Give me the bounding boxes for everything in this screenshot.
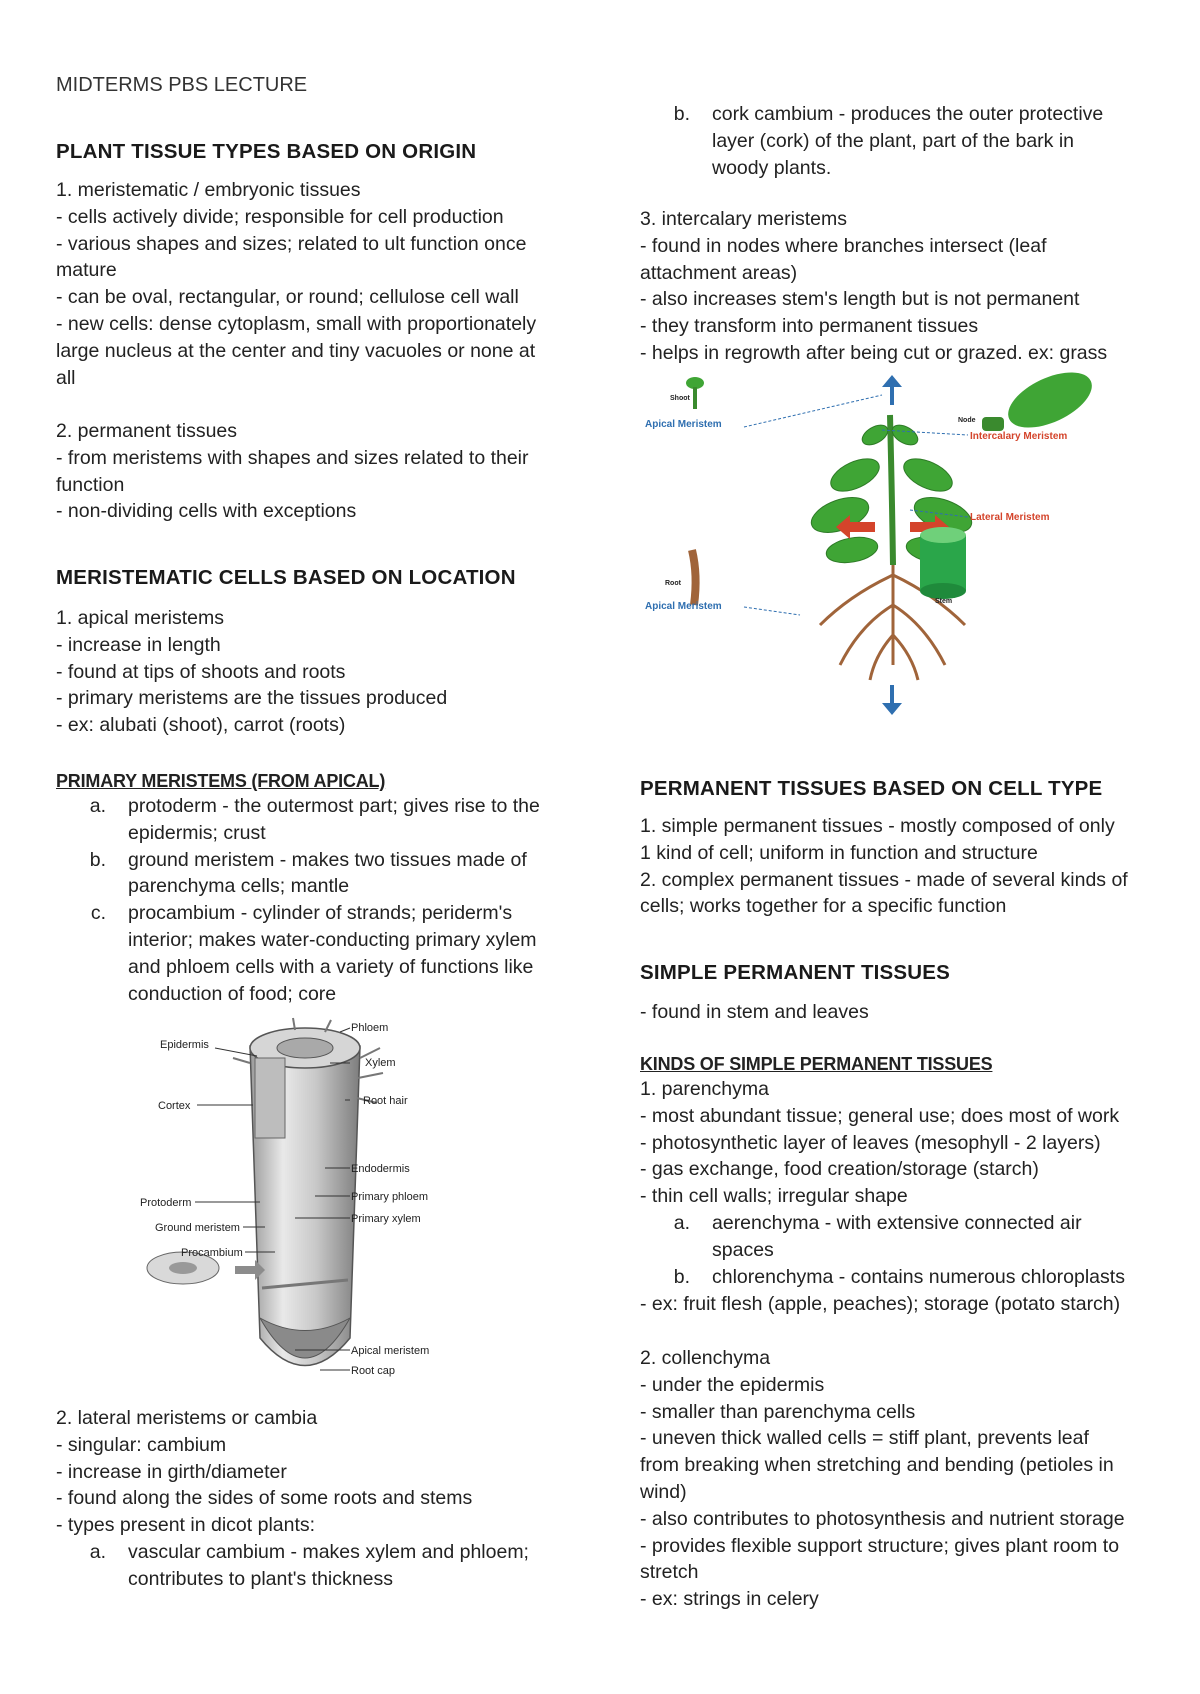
heading-cell-type: PERMANENT TISSUES BASED ON CELL TYPE — [640, 777, 1103, 800]
label-root: Root — [665, 580, 681, 587]
text-line: 2. permanent tissues — [56, 420, 238, 442]
list-item-text: woody plants. — [712, 156, 832, 179]
list-item-text: vascular cambium - makes xylem and phloem; — [128, 1541, 529, 1563]
text-line: 1 kind of cell; uniform in function and structure — [640, 841, 1038, 864]
list-item — [640, 101, 1160, 181]
list-item — [56, 847, 576, 901]
text-line: 2. complex permanent tissues - made of several kinds of — [640, 868, 1128, 891]
list-marker: c. — [90, 902, 106, 925]
text-line: wind) — [640, 1480, 687, 1503]
list-item-text: cork cambium - produces the outer protective — [712, 103, 1104, 125]
label-apical-meristem-bottom: Apical Meristem — [645, 601, 722, 612]
text-line: - can be oval, rectangular, or round; cellulose cell wall — [56, 286, 519, 309]
text-line: - singular: cambium — [56, 1433, 227, 1456]
plant-stem — [890, 415, 893, 565]
text-line: - primary meristems are the tissues produced — [56, 687, 448, 710]
text-line: 1. simple permanent tissues - mostly composed of only — [640, 815, 1115, 837]
text-line: 1. apical meristems — [56, 607, 224, 629]
list-item-text: spaces — [712, 1238, 774, 1261]
text-line: - also contributes to photosynthesis and nutrient storage — [640, 1507, 1125, 1530]
text-line: mature — [56, 259, 117, 282]
text-line: stretch — [640, 1561, 699, 1584]
document-title: MIDTERMS PBS LECTURE — [56, 74, 308, 96]
simple-permanent-block — [640, 999, 1160, 1026]
label-protoderm: Protoderm — [140, 1197, 192, 1209]
text-line: 1. parenchyma — [640, 1078, 769, 1100]
text-line: - also increases stem's length but is not permanent — [640, 288, 1080, 311]
origin-permanent-block — [56, 418, 576, 525]
text-line: - found along the sides of some roots and stems — [56, 1487, 473, 1510]
list-item-text: conduction of food; core — [128, 982, 337, 1005]
cork-cambium-item — [640, 101, 1160, 181]
list-item-text: layer (cork) of the plant, part of the bark in — [712, 129, 1075, 152]
list-item-text: and phloem cells with a variety of functions like — [128, 955, 534, 978]
text-line: - increase in length — [56, 633, 221, 656]
text-line: - helps in regrowth after being cut or grazed. ex: grass — [640, 341, 1108, 364]
down-arrow-icon — [882, 685, 902, 715]
list-item — [640, 1264, 1160, 1291]
label-root-cap: Root cap — [351, 1365, 396, 1377]
up-arrow-icon — [882, 375, 902, 405]
text-line: - new cells: dense cytoplasm, small with proportionately — [56, 312, 537, 335]
text-line: - types present in dicot plants: — [56, 1514, 316, 1537]
parenchyma-block — [640, 1076, 1160, 1210]
label-primary-phloem: Primary phloem — [351, 1191, 429, 1203]
label-xylem: Xylem — [365, 1057, 396, 1069]
text-line: - found at tips of shoots and roots — [56, 660, 346, 683]
text-line: - ex: alubati (shoot), carrot (roots) — [56, 714, 346, 737]
text-line: function — [56, 473, 125, 496]
list-item-text: protoderm - the outermost part; gives rise to the — [128, 795, 540, 817]
label-apical-meristem-top: Apical Meristem — [645, 419, 722, 430]
label-endodermis: Endodermis — [351, 1163, 410, 1175]
list-item-text: epidermis; crust — [128, 821, 266, 844]
text-line: - provides flexible support structure; gives plant room to — [640, 1534, 1120, 1557]
text-line: - thin cell walls; irregular shape — [640, 1185, 908, 1208]
text-line: 2. collenchyma — [640, 1347, 771, 1369]
intercalary-meristems-block — [640, 206, 1160, 367]
text-line: - found in stem and leaves — [640, 1001, 869, 1023]
list-marker: a. — [89, 1541, 106, 1563]
collenchyma-block — [640, 1345, 1160, 1613]
heading-primary-meristems: PRIMARY MERISTEMS (FROM APICAL) — [56, 771, 386, 791]
list-item — [56, 1539, 576, 1593]
shoot-icon — [686, 377, 704, 409]
text-line: - under the epidermis — [640, 1373, 825, 1396]
heading-origin: PLANT TISSUE TYPES BASED ON ORIGIN — [56, 140, 477, 163]
text-line: - found in nodes where branches intersect (leaf — [640, 234, 1047, 257]
text-line: large nucleus at the center and tiny vacuoles or none at — [56, 339, 536, 362]
text-line: - various shapes and sizes; related to ult function once — [56, 232, 527, 255]
heading-simple-permanent: SIMPLE PERMANENT TISSUES — [640, 961, 951, 984]
origin-meristematic-block — [56, 177, 576, 391]
text-line: - they transform into permanent tissues — [640, 315, 979, 338]
text-line: attachment areas) — [640, 261, 798, 284]
list-marker: b. — [89, 848, 106, 871]
heading-kinds-simple: KINDS OF SIMPLE PERMANENT TISSUES — [640, 1054, 993, 1074]
text-line: - smaller than parenchyma cells — [640, 1400, 916, 1423]
parenchyma-list — [640, 1210, 1160, 1290]
label-procambium: Procambium — [181, 1247, 243, 1259]
text-line: - most abundant tissue; general use; does most of work — [640, 1104, 1120, 1127]
list-marker: b. — [673, 1265, 690, 1288]
node-leaf-icon — [982, 361, 1100, 439]
cell-type-block — [640, 813, 1160, 920]
lateral-meristems-block — [56, 1405, 576, 1539]
label-primary-xylem: Primary xylem — [351, 1213, 421, 1225]
text-line: all — [56, 366, 76, 389]
parenchyma-example: - ex: fruit flesh (apple, peaches); storage (potato starch) — [640, 1293, 1121, 1315]
plant-meristem-diagram — [645, 375, 1120, 720]
list-item-text: interior; makes water-conducting primary xylem — [128, 928, 537, 951]
list-item — [640, 1210, 1160, 1264]
text-line: cells; works together for a specific function — [640, 895, 1007, 918]
list-item-text: procambium - cylinder of strands; periderm's — [128, 902, 513, 925]
root-icon — [692, 550, 696, 605]
root-tip-diagram — [140, 1018, 485, 1398]
label-ground-meristem: Ground meristem — [155, 1222, 240, 1234]
text-line: - photosynthetic layer of leaves (mesophyll - 2 layers) — [640, 1131, 1101, 1154]
list-item-text: parenchyma cells; mantle — [128, 875, 350, 898]
label-intercalary-meristem: Intercalary Meristem — [970, 431, 1068, 442]
list-item — [56, 793, 576, 847]
list-item-text: aerenchyma - with extensive connected air — [712, 1212, 1082, 1234]
text-line: 2. lateral meristems or cambia — [56, 1407, 318, 1429]
list-marker: a. — [673, 1212, 690, 1234]
text-line: - gas exchange, food creation/storage (starch) — [640, 1158, 1039, 1181]
stem-cylinder-icon — [920, 527, 966, 599]
text-line: - cells actively divide; responsible for cell production — [56, 205, 504, 228]
primary-meristems-list — [56, 793, 576, 1007]
text-line: 3. intercalary meristems — [640, 208, 847, 230]
list-marker: b. — [673, 103, 690, 125]
text-line: - uneven thick walled cells = stiff plant, prevents leaf — [640, 1427, 1089, 1450]
text-line: - increase in girth/diameter — [56, 1460, 287, 1483]
heading-location: MERISTEMATIC CELLS BASED ON LOCATION — [56, 566, 516, 589]
label-stem: Stem — [935, 598, 953, 605]
list-item-text: contributes to plant's thickness — [128, 1567, 393, 1590]
label-apical-meristem: Apical meristem — [351, 1345, 430, 1357]
list-marker: a. — [89, 795, 106, 817]
list-item-text: chlorenchyma - contains numerous chloroplasts — [712, 1265, 1125, 1288]
label-shoot: Shoot — [670, 395, 690, 402]
label-node: Node — [958, 417, 976, 424]
label-epidermis: Epidermis — [160, 1039, 209, 1051]
text-line: from breaking when stretching and bending (petioles in — [640, 1454, 1114, 1477]
text-line: - from meristems with shapes and sizes related to their — [56, 446, 529, 469]
text-line: 1. meristematic / embryonic tissues — [56, 179, 361, 201]
list-item — [56, 900, 576, 1007]
label-lateral-meristem: Lateral Meristem — [970, 512, 1050, 523]
list-item-text: ground meristem - makes two tissues made of — [128, 848, 527, 871]
apical-meristems-block — [56, 605, 576, 739]
lateral-meristems-list — [56, 1539, 576, 1593]
text-line: - ex: strings in celery — [640, 1588, 819, 1611]
text-line: - non-dividing cells with exceptions — [56, 500, 357, 523]
label-phloem: Phloem — [351, 1022, 389, 1034]
label-root-hair: Root hair — [363, 1095, 408, 1107]
label-cortex: Cortex — [158, 1100, 191, 1112]
